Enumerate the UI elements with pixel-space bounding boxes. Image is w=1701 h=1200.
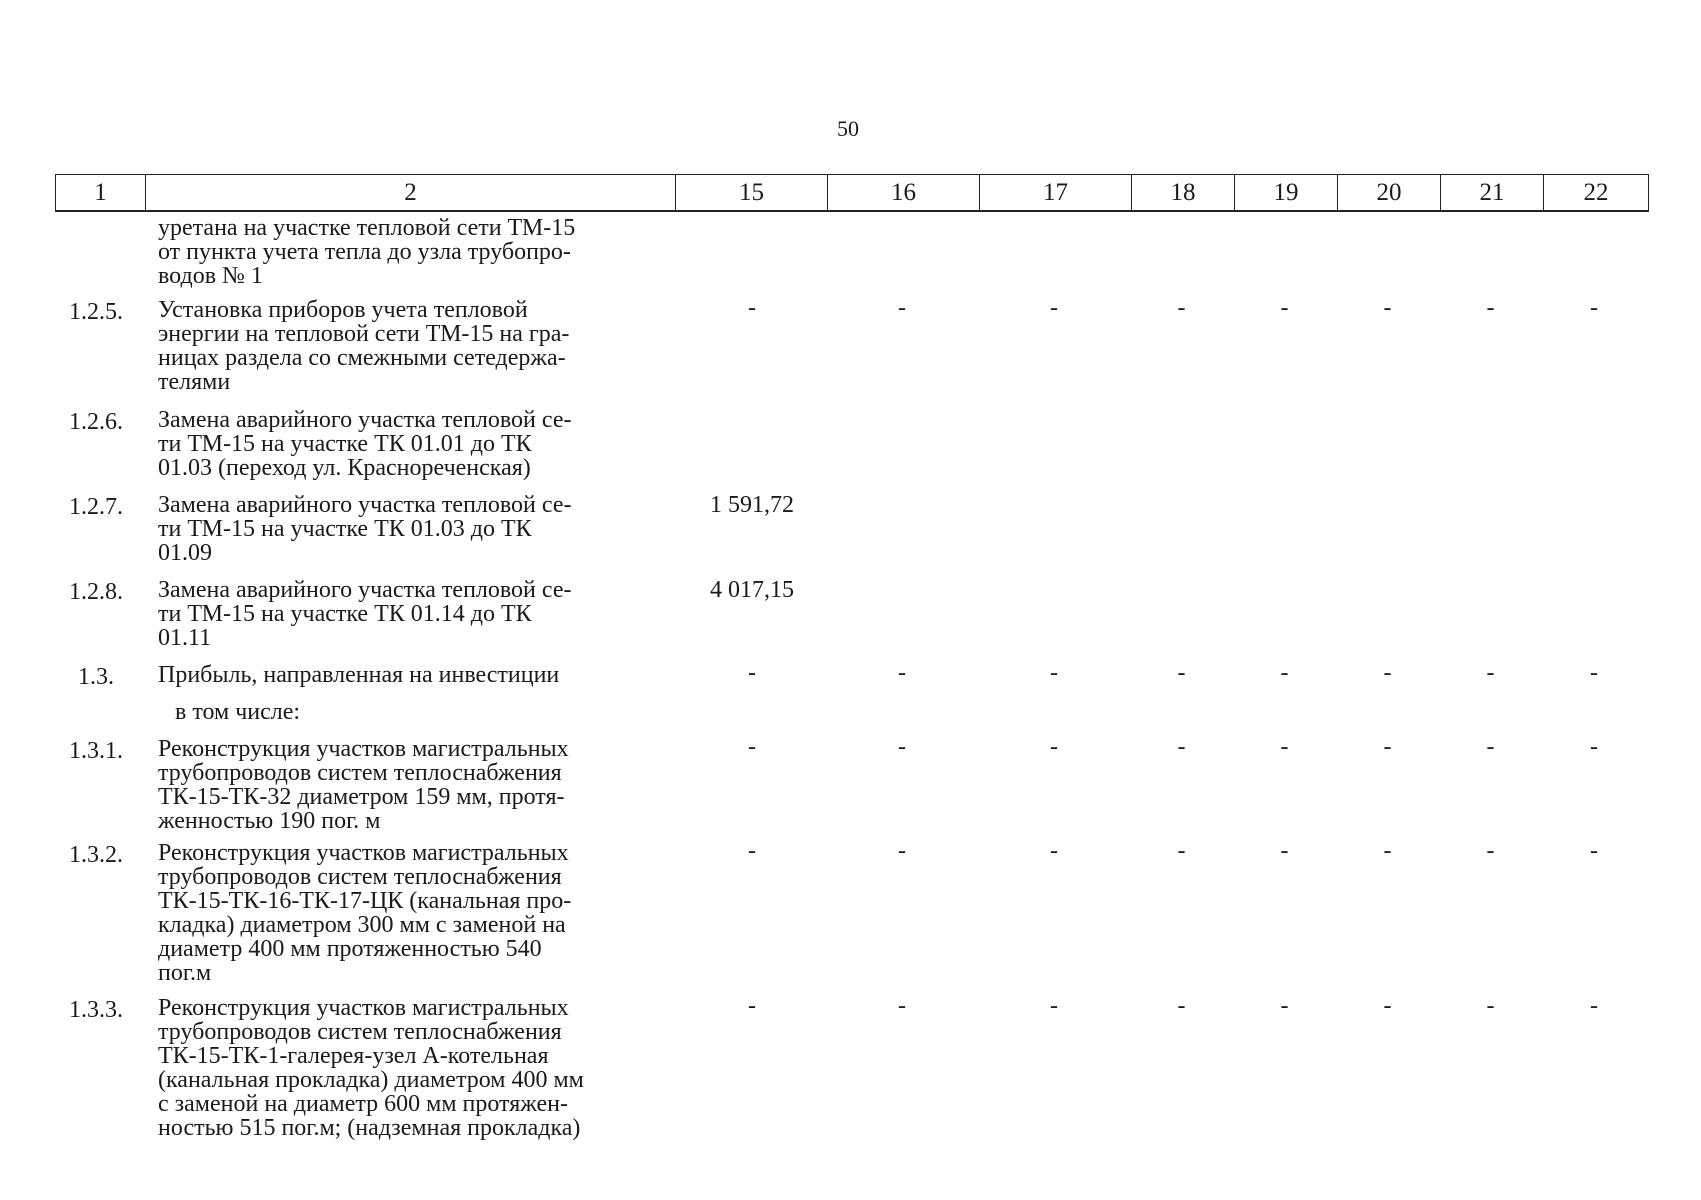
row-number: 1.2.7.	[69, 494, 123, 520]
cell-value-col-15: 1 591,72	[710, 492, 794, 518]
row-description	[175, 700, 300, 724]
row-number: 1.3.1.	[69, 738, 123, 764]
description-line: Замена аварийного участка тепловой се-	[158, 407, 572, 433]
cell-value-col-15: -	[748, 734, 756, 760]
cell-value-col-18: -	[1177, 734, 1186, 760]
row-description	[158, 493, 668, 565]
row-description	[158, 216, 668, 288]
column-header-15: 15	[676, 175, 828, 210]
cell-value-col-19: -	[1280, 838, 1289, 864]
row-description	[158, 663, 668, 687]
row-number: 1.2.5.	[69, 299, 123, 325]
cell-value-col-19: -	[1280, 734, 1289, 760]
description-line: диаметр 400 мм протяженностью 540	[158, 936, 542, 962]
description-line: Реконструкция участков магистральных	[158, 736, 569, 762]
column-header-19: 19	[1235, 175, 1338, 210]
description-line: трубопроводов систем теплоснабжения	[158, 864, 562, 890]
cell-value-col-19: -	[1280, 660, 1289, 686]
description-line: от пункта учета тепла до узла трубопро-	[158, 239, 571, 265]
description-line: трубопроводов систем теплоснабжения	[158, 1019, 562, 1045]
row-description	[158, 578, 668, 650]
cell-value-col-17: -	[1050, 734, 1058, 760]
description-line: трубопроводов систем теплоснабжения	[158, 760, 562, 786]
description-line: энергии на тепловой сети ТМ-15 на гра-	[158, 321, 570, 347]
description-line: Замена аварийного участка тепловой се-	[158, 492, 572, 518]
cell-value-col-18: -	[1177, 838, 1186, 864]
description-line: уретана на участке тепловой сети ТМ-15	[158, 215, 576, 241]
cell-value-col-16: -	[898, 295, 906, 321]
description-line: Прибыль, направленная на инвестиции	[158, 662, 560, 688]
column-header-17: 17	[980, 175, 1132, 210]
row-description	[158, 996, 668, 1140]
description-line: водов № 1	[158, 263, 263, 289]
cell-value-col-17: -	[1050, 295, 1058, 321]
column-header-21: 21	[1441, 175, 1544, 210]
cell-value-col-21: -	[1486, 734, 1495, 760]
cell-value-col-17: -	[1050, 993, 1058, 1019]
cell-value-col-16: -	[898, 734, 906, 760]
cell-value-col-17: -	[1050, 660, 1058, 686]
description-line: в том числе:	[175, 699, 301, 725]
description-line: ностью 515 пог.м; (надземная прокладка)	[158, 1115, 581, 1141]
row-number: 1.3.	[78, 664, 114, 690]
cell-value-col-21: -	[1486, 993, 1495, 1019]
cell-value-col-21: -	[1486, 660, 1495, 686]
cell-value-col-21: -	[1486, 838, 1495, 864]
column-header-2: 2	[146, 175, 676, 210]
cell-value-col-16: -	[898, 993, 906, 1019]
cell-value-col-20: -	[1383, 838, 1392, 864]
column-header-1: 1	[56, 175, 146, 210]
cell-value-col-20: -	[1383, 993, 1392, 1019]
cell-value-col-16: -	[898, 838, 906, 864]
row-number: 1.2.6.	[69, 409, 123, 435]
description-line: 01.03 (переход ул. Краснореченская)	[158, 455, 531, 481]
description-line: 01.11	[158, 625, 212, 651]
cell-value-col-15: -	[748, 838, 756, 864]
row-description	[158, 841, 668, 985]
cell-value-col-22: -	[1590, 295, 1598, 321]
cell-value-col-22: -	[1590, 993, 1598, 1019]
cell-value-col-15: -	[748, 295, 756, 321]
description-line: ти ТМ-15 на участке ТК 01.03 до ТК	[158, 516, 532, 542]
cell-value-col-20: -	[1383, 660, 1392, 686]
cell-value-col-20: -	[1383, 734, 1392, 760]
cell-value-col-19: -	[1280, 295, 1289, 321]
column-header-20: 20	[1338, 175, 1441, 210]
cell-value-col-16: -	[898, 660, 906, 686]
description-line: ницах раздела со смежными сетедержа-	[158, 345, 566, 371]
description-line: с заменой на диаметр 600 мм протяжен-	[158, 1091, 569, 1117]
row-number: 1.2.8.	[69, 579, 123, 605]
cell-value-col-22: -	[1590, 734, 1598, 760]
row-number: 1.3.3.	[69, 997, 123, 1023]
description-line: Установка приборов учета тепловой	[158, 297, 528, 323]
description-line: Реконструкция участков магистральных	[158, 995, 569, 1021]
description-line: женностью 190 пог. м	[158, 808, 381, 834]
description-line: (канальная прокладка) диаметром 400 мм	[158, 1067, 584, 1093]
cell-value-col-18: -	[1177, 295, 1186, 321]
cell-value-col-18: -	[1177, 993, 1186, 1019]
description-line: пог.м	[158, 960, 212, 986]
cell-value-col-15: 4 017,15	[710, 577, 794, 603]
description-line: ти ТМ-15 на участке ТК 01.01 до ТК	[158, 431, 532, 457]
column-header-16: 16	[828, 175, 980, 210]
cell-value-col-15: -	[748, 993, 756, 1019]
column-header-22: 22	[1583, 178, 1609, 206]
column-header-18: 18	[1132, 175, 1235, 210]
description-line: телями	[158, 369, 231, 395]
cell-value-col-22: -	[1590, 838, 1598, 864]
description-line: 01.09	[158, 540, 212, 566]
row-description	[158, 298, 668, 394]
cell-value-col-19: -	[1280, 993, 1289, 1019]
cell-value-col-21: -	[1486, 295, 1495, 321]
description-line: ти ТМ-15 на участке ТК 01.14 до ТК	[158, 601, 532, 627]
cell-value-col-22: -	[1590, 660, 1598, 686]
description-line: Замена аварийного участка тепловой се-	[158, 577, 572, 603]
description-line: ТК-15-ТК-16-ТК-17-ЦК (канальная про-	[158, 888, 572, 914]
description-line: кладка) диаметром 300 мм с заменой на	[158, 912, 566, 938]
description-line: Реконструкция участков магистральных	[158, 840, 569, 866]
cell-value-col-15: -	[748, 660, 756, 686]
row-description	[158, 737, 668, 833]
row-description	[158, 408, 668, 480]
cell-value-col-20: -	[1383, 295, 1392, 321]
description-line: ТК-15-ТК-32 диаметром 159 мм, протя-	[158, 784, 565, 810]
cell-value-col-17: -	[1050, 838, 1058, 864]
row-number: 1.3.2.	[69, 842, 123, 868]
cell-value-col-18: -	[1177, 660, 1186, 686]
page-number: 50	[837, 116, 859, 141]
description-line: ТК-15-ТК-1-галерея-узел А-котельная	[158, 1043, 549, 1069]
